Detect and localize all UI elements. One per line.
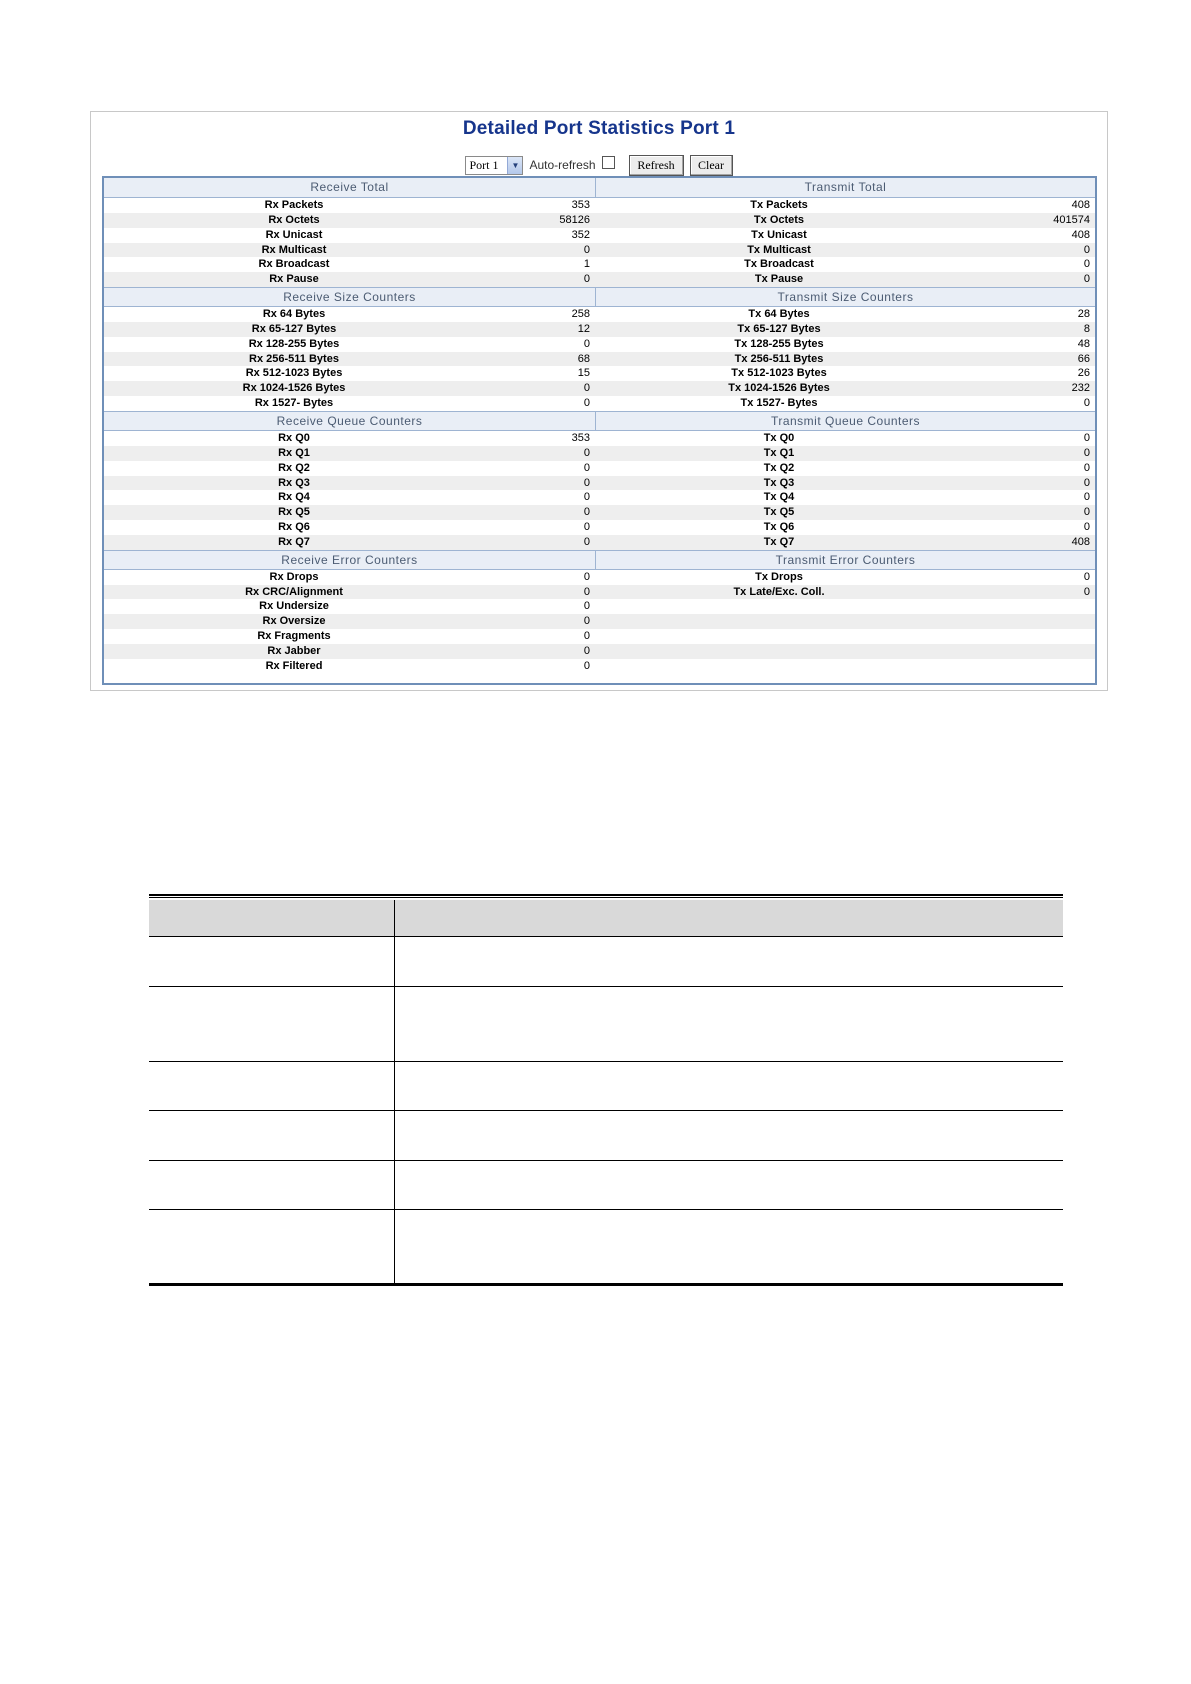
- counter-label: Tx Packets: [750, 199, 808, 211]
- receive-cell: [104, 505, 595, 520]
- table-row: [104, 629, 1095, 644]
- description-row: [149, 937, 1063, 987]
- counter-value: 0: [583, 570, 590, 583]
- counter-label: Rx 65-127 Bytes: [251, 322, 337, 335]
- counter-value: 0: [1083, 461, 1090, 474]
- counter-label: Tx Q5: [763, 506, 795, 519]
- table-row: [104, 644, 1095, 659]
- receive-cell: [104, 476, 595, 491]
- transmit-cell: [595, 307, 1095, 322]
- transmit-cell: [595, 243, 1095, 258]
- statistics-table: [102, 176, 1097, 685]
- receive-cell: [104, 585, 595, 600]
- table-row: [104, 352, 1095, 367]
- counter-value: 8: [1083, 322, 1090, 335]
- counter-label: Rx Q0: [278, 431, 310, 444]
- receive-cell: [104, 446, 595, 461]
- counter-value: 0: [583, 243, 590, 256]
- counter-value: 0: [583, 585, 590, 598]
- counter-label: Rx Pause: [269, 273, 319, 286]
- table-row: [104, 585, 1095, 600]
- receive-cell: [104, 243, 595, 258]
- receive-cell: [104, 228, 595, 243]
- table-row: [104, 505, 1095, 520]
- counter-label: Rx Q3: [278, 476, 310, 489]
- auto-refresh-checkbox[interactable]: [602, 156, 615, 169]
- counter-value: 408: [1071, 199, 1090, 211]
- port-select[interactable]: [465, 156, 523, 175]
- counter-value: 0: [583, 476, 590, 489]
- receive-cell: [104, 599, 595, 614]
- description-table-bottom-rule: [149, 1283, 1063, 1286]
- transmit-cell: [595, 366, 1095, 381]
- description-row: [149, 987, 1063, 1062]
- port-statistics-screenshot: [90, 111, 1108, 691]
- receive-cell: [104, 396, 595, 411]
- transmit-cell: [595, 520, 1095, 535]
- table-row: [104, 535, 1095, 550]
- counter-value: 353: [571, 199, 590, 211]
- counter-label: Rx Unicast: [265, 228, 323, 241]
- counter-label: Tx Q7: [763, 535, 795, 548]
- counter-value: 1: [583, 258, 590, 271]
- counter-value: 0: [583, 491, 590, 504]
- section-header: [104, 287, 1095, 307]
- description-row: [149, 1161, 1063, 1210]
- receive-cell: [104, 614, 595, 629]
- table-row: [104, 198, 1095, 213]
- counter-value: 48: [1077, 337, 1090, 350]
- counter-label: Tx 65-127 Bytes: [737, 322, 821, 335]
- table-row: [104, 366, 1095, 381]
- receive-cell: [104, 659, 595, 674]
- transmit-cell: [595, 476, 1095, 491]
- table-row: [104, 213, 1095, 228]
- table-row: [104, 490, 1095, 505]
- table-row: [104, 381, 1095, 396]
- counter-value: 0: [1083, 585, 1090, 598]
- transmit-cell: [595, 535, 1095, 550]
- section-title-right: Transmit Total: [804, 180, 887, 194]
- toolbar: [91, 154, 1107, 176]
- counter-value: 0: [583, 337, 590, 350]
- page-title: Detailed Port Statistics Port 1: [462, 118, 736, 139]
- counter-value: 0: [583, 382, 590, 395]
- port-select-value: Port 1: [469, 157, 499, 172]
- receive-cell: [104, 322, 595, 337]
- section-header: [104, 178, 1095, 198]
- transmit-cell: [595, 352, 1095, 367]
- table-row: [104, 322, 1095, 337]
- transmit-cell: [595, 461, 1095, 476]
- receive-cell: [104, 198, 595, 213]
- table-row: [104, 396, 1095, 411]
- transmit-cell: [595, 659, 1095, 674]
- counter-label: Rx Jabber: [267, 644, 321, 657]
- counter-label: Rx Q5: [278, 506, 310, 519]
- counter-value: 0: [583, 659, 590, 672]
- receive-cell: [104, 366, 595, 381]
- counter-value: 0: [1083, 570, 1090, 583]
- counter-label: Rx Filtered: [265, 659, 323, 672]
- transmit-cell: [595, 585, 1095, 600]
- receive-cell: [104, 381, 595, 396]
- counter-label: Rx Q6: [278, 521, 310, 534]
- transmit-cell: [595, 381, 1095, 396]
- receive-cell: [104, 337, 595, 352]
- table-row: [104, 446, 1095, 461]
- counter-value: 0: [583, 535, 590, 548]
- counter-label: Rx Broadcast: [258, 258, 330, 271]
- table-row: [104, 431, 1095, 446]
- table-row: [104, 476, 1095, 491]
- auto-refresh-label: Auto-refresh: [529, 158, 596, 172]
- counter-label: Tx 1024-1526 Bytes: [728, 382, 830, 395]
- counter-label: Rx Q4: [278, 491, 310, 504]
- counter-label: Tx 512-1023 Bytes: [731, 367, 827, 380]
- counter-label: Tx 256-511 Bytes: [734, 352, 824, 365]
- receive-cell: [104, 535, 595, 550]
- counter-label: Tx 64 Bytes: [748, 308, 810, 321]
- counter-label: Rx 256-511 Bytes: [249, 352, 339, 365]
- transmit-cell: [595, 599, 1095, 614]
- section-title-left: Receive Size Counters: [104, 288, 596, 306]
- receive-cell: [104, 490, 595, 505]
- transmit-cell: [595, 446, 1095, 461]
- counter-label: Tx 1527- Bytes: [740, 397, 818, 410]
- counter-label: Tx 128-255 Bytes: [734, 337, 824, 350]
- counter-label: Tx Multicast: [747, 243, 811, 256]
- section-header: [104, 550, 1095, 570]
- description-row: [149, 1062, 1063, 1111]
- table-row: [104, 228, 1095, 243]
- clear-button[interactable]: Clear: [690, 155, 733, 176]
- section-title-left: Receive Total: [104, 178, 596, 197]
- description-header-col1: [149, 900, 395, 936]
- counter-value: 0: [583, 461, 590, 474]
- table-row: [104, 461, 1095, 476]
- table-row: [104, 659, 1095, 674]
- counter-value: 408: [1071, 228, 1090, 241]
- section-title-right: Transmit Queue Counters: [770, 413, 921, 428]
- counter-label: Rx 64 Bytes: [262, 308, 326, 321]
- section-title-right: Transmit Size Counters: [777, 290, 914, 305]
- counter-label: Tx Broadcast: [744, 258, 814, 271]
- receive-cell: [104, 213, 595, 228]
- counter-value: 0: [1083, 397, 1090, 410]
- counter-value: 66: [1077, 352, 1090, 365]
- table-row: [104, 337, 1095, 352]
- transmit-cell: [595, 198, 1095, 213]
- counter-value: 26: [1077, 367, 1090, 380]
- counter-value: 401574: [1053, 213, 1090, 226]
- counter-label: Tx Q4: [763, 491, 795, 504]
- counter-value: 0: [1083, 446, 1090, 459]
- receive-cell: [104, 257, 595, 272]
- counter-label: Tx Q0: [763, 431, 795, 444]
- receive-cell: [104, 520, 595, 535]
- table-row: [104, 257, 1095, 272]
- table-row: [104, 307, 1095, 322]
- table-row: [104, 614, 1095, 629]
- counter-label: Tx Q3: [763, 476, 795, 489]
- counter-label: Tx Pause: [754, 273, 804, 286]
- counter-value: 0: [583, 630, 590, 643]
- table-row: [104, 570, 1095, 585]
- counter-value: 0: [583, 600, 590, 613]
- description-row: [149, 1210, 1063, 1283]
- counter-value: 258: [571, 308, 590, 321]
- transmit-cell: [595, 505, 1095, 520]
- transmit-cell: [595, 570, 1095, 585]
- table-row: [104, 599, 1095, 614]
- counter-value: 15: [577, 367, 590, 380]
- section-header: [104, 411, 1095, 431]
- counter-value: 0: [583, 446, 590, 459]
- description-table-top-rule: [149, 894, 1063, 898]
- counter-value: 58126: [559, 213, 590, 226]
- receive-cell: [104, 629, 595, 644]
- receive-cell: [104, 272, 595, 287]
- counter-value: 0: [583, 397, 590, 410]
- counter-label: Tx Drops: [755, 570, 803, 583]
- transmit-cell: [595, 322, 1095, 337]
- counter-value: 0: [583, 615, 590, 628]
- section-title-right: Transmit Error Counters: [775, 552, 916, 567]
- transmit-cell: [595, 614, 1095, 629]
- receive-cell: [104, 461, 595, 476]
- table-row: [104, 243, 1095, 258]
- counter-label: Tx Q6: [763, 521, 795, 534]
- counter-value: 0: [583, 521, 590, 534]
- transmit-cell: [595, 396, 1095, 411]
- counter-label: Tx Unicast: [751, 228, 807, 241]
- counter-value: 352: [571, 228, 590, 241]
- counter-value: 0: [1083, 431, 1090, 444]
- counter-label: Tx Q2: [763, 461, 795, 474]
- counter-label: Rx Q7: [278, 535, 310, 548]
- table-row: [104, 272, 1095, 287]
- counter-value: 68: [577, 352, 590, 365]
- counter-value: 0: [1083, 506, 1090, 519]
- receive-cell: [104, 644, 595, 659]
- receive-cell: [104, 431, 595, 446]
- transmit-cell: [595, 490, 1095, 505]
- counter-value: 232: [1071, 382, 1090, 395]
- description-table-header: [149, 900, 1063, 937]
- receive-cell: [104, 570, 595, 585]
- counter-label: Rx 512-1023 Bytes: [245, 367, 343, 380]
- counter-label: Rx 1024-1526 Bytes: [242, 382, 346, 395]
- counter-label: Tx Q1: [763, 446, 795, 459]
- counter-value: 0: [1083, 521, 1090, 534]
- transmit-cell: [595, 337, 1095, 352]
- counter-value: 408: [1071, 535, 1090, 548]
- counter-value: 0: [583, 273, 590, 286]
- counter-value: 0: [1083, 243, 1090, 256]
- counter-label: Rx Packets: [264, 199, 324, 211]
- counter-label: Tx Late/Exc. Coll.: [733, 585, 825, 598]
- counter-value: 0: [1083, 273, 1090, 286]
- counter-label: Rx Fragments: [257, 630, 331, 643]
- transmit-cell: [595, 431, 1095, 446]
- section-title-left: Receive Queue Counters: [104, 412, 596, 430]
- table-row: [104, 520, 1095, 535]
- transmit-cell: [595, 272, 1095, 287]
- refresh-button[interactable]: Refresh: [629, 155, 684, 176]
- counter-value: 0: [1083, 258, 1090, 271]
- counter-label: Tx Octets: [753, 213, 805, 226]
- transmit-cell: [595, 213, 1095, 228]
- counter-label: Rx Undersize: [259, 600, 329, 613]
- transmit-cell: [595, 257, 1095, 272]
- receive-cell: [104, 352, 595, 367]
- counter-label: Rx 1527- Bytes: [254, 397, 334, 410]
- transmit-cell: [595, 629, 1095, 644]
- transmit-cell: [595, 228, 1095, 243]
- receive-cell: [104, 307, 595, 322]
- counter-label: Rx CRC/Alignment: [245, 585, 343, 598]
- description-row: [149, 1111, 1063, 1161]
- counter-label: Rx Oversize: [262, 615, 326, 628]
- counter-label: Rx Multicast: [261, 243, 327, 256]
- counter-label: Rx Drops: [269, 570, 319, 583]
- counter-value: 0: [583, 506, 590, 519]
- counter-value: 0: [1083, 476, 1090, 489]
- counter-label: Rx Octets: [268, 213, 320, 226]
- counter-value: 0: [583, 644, 590, 657]
- counter-value: 353: [571, 431, 590, 444]
- transmit-cell: [595, 644, 1095, 659]
- counter-label: Rx Q2: [278, 461, 310, 474]
- section-title-left: Receive Error Counters: [104, 551, 596, 569]
- counter-label: Rx Q1: [278, 446, 310, 459]
- counter-value: 0: [1083, 491, 1090, 504]
- counter-value: 12: [577, 322, 590, 335]
- counter-value: 28: [1077, 308, 1090, 321]
- counter-label: Rx 128-255 Bytes: [248, 337, 340, 350]
- chevron-down-icon[interactable]: ▼: [507, 157, 522, 174]
